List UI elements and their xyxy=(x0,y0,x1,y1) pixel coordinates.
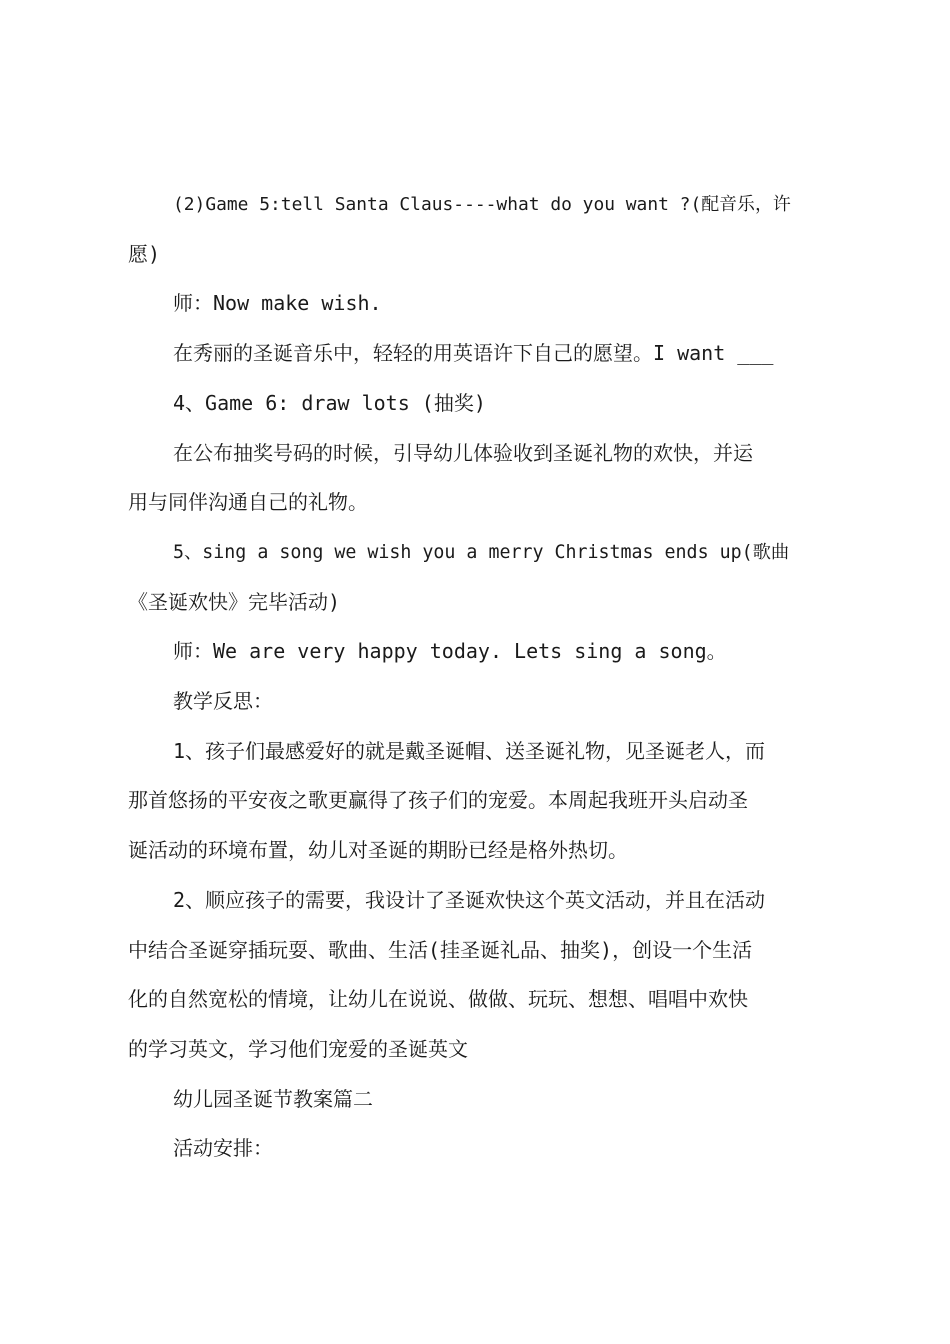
text-line: 幼儿园圣诞节教案篇二 xyxy=(173,1086,373,1111)
section-heading-reflection xyxy=(128,677,830,727)
text-line: 在公布抽奖号码的时候，引导幼儿体验收到圣诞礼物的欢快，并运 xyxy=(173,440,753,465)
paragraph-wish-music xyxy=(128,329,830,379)
text-line: 在秀丽的圣诞音乐中，轻轻的用英语许下自己的愿望。I want ___ xyxy=(173,341,774,366)
paragraph-teacher-happy xyxy=(128,627,830,677)
section-heading-activity-arrangement xyxy=(128,1124,830,1174)
document-body xyxy=(128,180,830,1174)
text-line: 《圣诞欢快》完毕活动) xyxy=(128,589,341,614)
text-line: 活动安排： xyxy=(173,1136,273,1161)
text-line: 中结合圣诞穿插玩耍、歌曲、生活(挂圣诞礼品、抽奖)，创设一个生活 xyxy=(128,937,753,962)
text-line: 1、孩子们最感爱好的就是戴圣诞帽、送圣诞礼物，见圣诞老人，而 xyxy=(173,738,766,763)
text-line: 的学习英文，学习他们宠爱的圣诞英文 xyxy=(128,1036,468,1061)
text-line: 用与同伴沟通自己的礼物。 xyxy=(128,490,368,515)
paragraph-reflection-2 xyxy=(128,876,830,1075)
text-line: 化的自然宽松的情境，让幼儿在说说、做做、玩玩、想想、唱唱中欢快 xyxy=(128,987,748,1012)
text-line: 诞活动的环境布置，幼儿对圣诞的期盼已经是格外热切。 xyxy=(128,838,628,863)
paragraph-reflection-1 xyxy=(128,727,830,876)
section-heading-lesson-plan-2 xyxy=(128,1075,830,1125)
text-line: 师：We are very happy today. Lets sing a song。 xyxy=(173,639,727,664)
paragraph-lottery xyxy=(128,429,830,528)
text-line: (2)Game 5:tell Santa Claus----what do you want ?(配音乐，许 xyxy=(173,194,791,215)
text-line: 2、顺应孩子的需要，我设计了圣诞欢快这个英文活动，并且在活动 xyxy=(173,887,766,912)
text-line: 4、Game 6: draw lots (抽奖) xyxy=(173,390,486,415)
text-line: 教学反思： xyxy=(173,689,273,714)
paragraph-game5 xyxy=(128,180,830,279)
text-line: 师：Now make wish. xyxy=(173,291,382,316)
paragraph-game6 xyxy=(128,379,830,429)
text-line: 5、sing a song we wish you a merry Christmas ends up(歌曲 xyxy=(173,541,790,563)
text-line: 那首悠扬的平安夜之歌更赢得了孩子们的宠爱。本周起我班开头启动圣 xyxy=(128,788,748,813)
paragraph-teacher-make-wish xyxy=(128,279,830,329)
paragraph-sing-song xyxy=(128,528,830,627)
text-line: 愿) xyxy=(128,241,161,266)
